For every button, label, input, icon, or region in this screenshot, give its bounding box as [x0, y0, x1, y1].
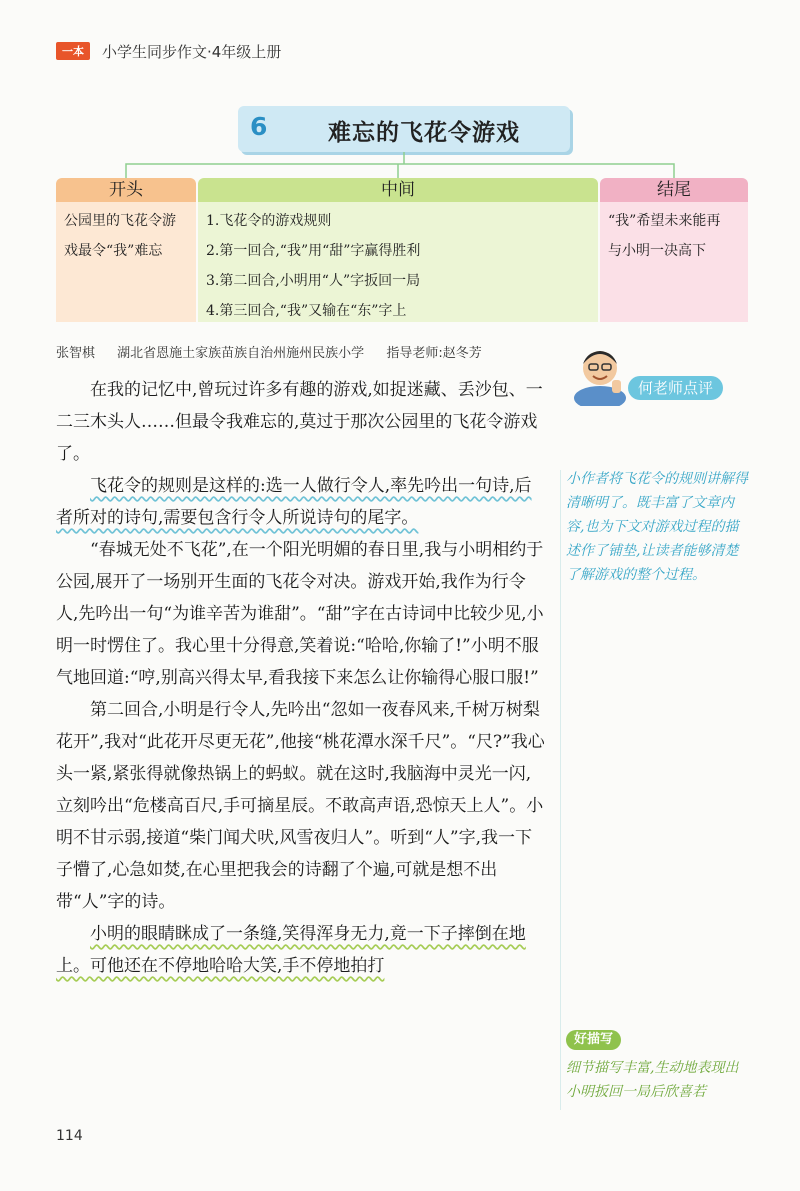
- teacher-comment: 小作者将飞花令的规则讲解得清晰明了。既丰富了文章内容,也为下文对游戏过程的描述作了铺垫,让读者能够清楚了解游戏的整个过程。: [566, 471, 748, 583]
- highlight-rule: 飞花令的规则是这样的:选一人做行令人,率先吟出一句诗,后者所对的诗句,需要包含行令人所说诗句的尾字。: [56, 476, 532, 528]
- outline-heading-ending: 结尾: [600, 178, 748, 202]
- author-name: 张智棋: [56, 346, 96, 361]
- outline-item: “我”希望未来能再: [608, 213, 721, 229]
- teacher-name: 指导老师:赵冬芳: [386, 346, 482, 361]
- outline-body-opening: [56, 202, 196, 322]
- good-description-tag: 好描写: [566, 1030, 621, 1050]
- outline-heading-opening: 开头: [56, 178, 196, 202]
- essay-paragraph: 第二回合,小明是行令人,先吟出“忽如一夜春风来,千树万树梨花开”,我对“此花开尽更无花”,他接“桃花潭水深千尺”。“尺?”我心头一紧,紧张得就像热锅上的蚂蚁。就在这时,我脑海中灵光一闪,立刻吟出“危楼高百尺,手可摘星辰。不敢高声语,恐惊天上人”。小明不甘示弱,接道“柴门闻犬吠,风雪夜归人”。听到“人”字,我一下子懵了,心急如焚,在心里把我会的诗翻了个遍,可就是想不出带“人”字的诗。: [56, 700, 545, 912]
- lesson-title: 难忘的飞花令游戏: [328, 119, 520, 146]
- outline-item: 公园里的飞花令游: [64, 213, 176, 229]
- outline-item: 1.飞花令的游戏规则: [206, 213, 332, 229]
- outline-item: 与小明一决高下: [608, 243, 706, 259]
- teacher-avatar: [568, 340, 632, 406]
- essay-paragraph: “春城无处不飞花”,在一个阳光明媚的春日里,我与小明相约于公园,展开了一场别开生面的飞花令对决。游戏开始,我作为行令人,先吟出一句“为谁辛苦为谁甜”。“甜”字在古诗词中比较少见,小明一时愣住了。我心里十分得意,笑着说:“哈哈,你输了!”小明不服气地回道:“哼,别高兴得太早,看我接下来怎么让你输得心服口服!”: [56, 540, 544, 688]
- essay-paragraph: 在我的记忆中,曾玩过许多有趣的游戏,如捉迷藏、丢沙包、一二三木头人……但最令我难忘的,莫过于那次公园里的飞花令游戏了。: [56, 380, 543, 464]
- series-badge: 一本: [56, 42, 90, 60]
- author-school: 湖北省恩施土家族苗族自治州施州民族小学: [117, 346, 365, 361]
- outline-item: 2.第一回合,“我”用“甜”字赢得胜利: [206, 243, 421, 259]
- essay-body: [56, 374, 546, 982]
- essay-paragraph-highlighted: [56, 470, 546, 534]
- outline-connector-lines: [0, 0, 800, 200]
- book-title: 小学生同步作文·4年级上册: [102, 42, 282, 61]
- sidebar-divider: [560, 470, 561, 1110]
- author-line: [56, 342, 500, 361]
- essay-paragraph-highlighted: [56, 918, 546, 982]
- outline-item: 3.第二回合,小明用“人”字扳回一局: [206, 273, 421, 289]
- good-description-note: 细节描写丰富,生动地表现出小明扳回一局后欣喜若: [566, 1060, 739, 1100]
- outline-item: 戏最令“我”难忘: [64, 243, 163, 259]
- page-number: 114: [56, 1128, 83, 1144]
- outline-heading-middle: 中间: [198, 178, 598, 202]
- lesson-number: 6: [250, 112, 268, 141]
- teacher-comment-tag: 何老师点评: [628, 376, 723, 400]
- outline-body-middle: [198, 202, 598, 322]
- outline-body-ending: [600, 202, 748, 322]
- highlight-description: 小明的眼睛眯成了一条缝,笑得浑身无力,竟一下子摔倒在地上。可他还在不停地哈哈大笑,手不停地拍打: [56, 924, 526, 976]
- outline-item: 4.第三回合,“我”又输在“东”字上: [206, 303, 407, 319]
